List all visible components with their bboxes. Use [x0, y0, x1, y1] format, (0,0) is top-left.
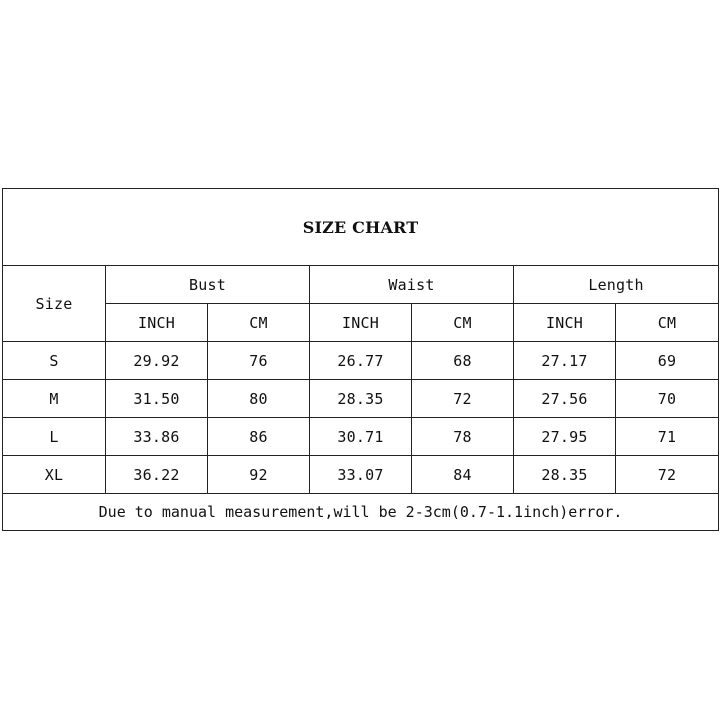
table-cell: 84 — [412, 456, 514, 494]
length-header: Length — [514, 266, 719, 304]
table-cell: 80 — [208, 380, 310, 418]
table-cell: 70 — [616, 380, 719, 418]
table-cell: 31.50 — [106, 380, 208, 418]
unit-header: INCH — [310, 304, 412, 342]
table-cell: 69 — [616, 342, 719, 380]
bust-header: Bust — [106, 266, 310, 304]
size-chart — [2, 188, 718, 530]
table-cell: 78 — [412, 418, 514, 456]
table-cell: 72 — [616, 456, 719, 494]
table-row — [3, 456, 719, 494]
size-label: L — [3, 418, 106, 456]
table-cell: 27.56 — [514, 380, 616, 418]
table-cell: 27.17 — [514, 342, 616, 380]
size-label: XL — [3, 456, 106, 494]
table-cell: 36.22 — [106, 456, 208, 494]
table-cell: 86 — [208, 418, 310, 456]
table-cell: 28.35 — [514, 456, 616, 494]
size-label: M — [3, 380, 106, 418]
size-column-header: Size — [3, 266, 106, 342]
table-cell: 30.71 — [310, 418, 412, 456]
table-row — [3, 418, 719, 456]
table-cell: 33.07 — [310, 456, 412, 494]
measurement-note: Due to manual measurement,will be 2-3cm(0.7-1.1inch)error. — [3, 494, 719, 531]
unit-header: INCH — [514, 304, 616, 342]
size-label: S — [3, 342, 106, 380]
table-row — [3, 342, 719, 380]
table-cell: 71 — [616, 418, 719, 456]
unit-header: INCH — [106, 304, 208, 342]
table-cell: 72 — [412, 380, 514, 418]
chart-title: SIZE CHART — [3, 189, 719, 266]
table-cell: 28.35 — [310, 380, 412, 418]
table-cell: 29.92 — [106, 342, 208, 380]
table-cell: 76 — [208, 342, 310, 380]
table-cell: 26.77 — [310, 342, 412, 380]
table-row — [3, 380, 719, 418]
table-cell: 68 — [412, 342, 514, 380]
unit-header: CM — [412, 304, 514, 342]
unit-header: CM — [616, 304, 719, 342]
table-cell: 92 — [208, 456, 310, 494]
waist-header: Waist — [310, 266, 514, 304]
table-cell: 33.86 — [106, 418, 208, 456]
size-chart-table — [2, 188, 719, 531]
unit-header: CM — [208, 304, 310, 342]
table-cell: 27.95 — [514, 418, 616, 456]
